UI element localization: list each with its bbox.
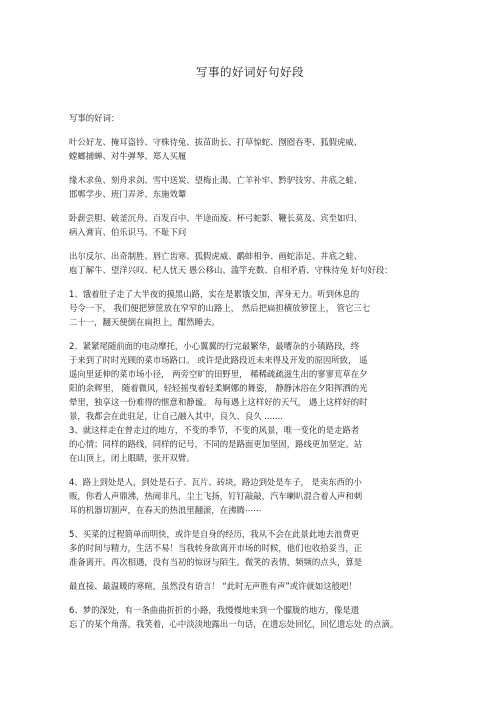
text-line: 病入膏肓、伯乐识马、不耻下问	[69, 227, 187, 237]
text-line: 遥向里延伸的菜市场小径， 两旁空旷的田野里， 稀稀疏疏滋生出的寥寥荒草在夕	[69, 369, 368, 379]
text-line: 准备离开。再次相遇，没有当初的惊讶与陌生。微笑的表情，频频的点头，算是	[69, 557, 363, 567]
text-line: 1、饿着肚子走了大半夜的摸黑山路，实在是累饿交加，浑身无力。听到休息的	[69, 289, 360, 299]
text-line: 的心情；同样的路线，同样的记号，不同的是路面更加坚固，路线更加坚定。站	[69, 439, 363, 449]
text-line: 卧薪尝胆、破釜沉舟、百发百中、半途而废、杯弓蛇影、鞭长莫及、宾至如归、	[69, 213, 363, 223]
text-line: 贩，你看人声鼎沸，热闹非凡，尘土飞扬，钉钉敲敲，汽车喇叭混合着人声和刺	[69, 491, 363, 501]
text-line: 3、就这样走在曾走过的地方，不变的季节，不变的风景，唯一变化的是走路者	[69, 425, 360, 435]
text-line: 号令一下， 我们便把箩筐放在窄窄的山路上， 然后把扁担横放箩筐上， 管它三七	[69, 303, 371, 313]
section-heading: 写事的好词：	[69, 113, 120, 123]
text-line: 6、梦的深处，有一条曲曲折折的小路，我慢慢地来到一个朦胧的地方，像是遗	[69, 605, 360, 615]
text-line: 4、路上到处是人，到处是石子、瓦片、砖块，路边到处是车子， 是卖东西的小	[69, 477, 362, 487]
text-line: 叶公好龙、掩耳盗铃、守株待兔、拔苗助长、打草惊蛇、囫囵吞枣、狐假虎威、	[69, 137, 363, 147]
text-line: 缘木求鱼、刻舟求剑、雪中送炭、望梅止渴、亡羊补牢、黔驴技穷、井底之蛙、	[69, 175, 363, 185]
text-line: 多的时间与精力，生活不易！当我转身欲离开市场的时候，他们也收拾妥当，正	[69, 543, 363, 553]
text-line: 螳螂捕蝉、对牛弹琴、郑人买履	[69, 151, 187, 161]
text-line: 邯郸学步、班门弄斧、东施效颦	[69, 189, 187, 199]
text-line: 耳的机器切割声，在春天的热浪里翻滚，在沸腾⋯⋯	[69, 505, 262, 515]
text-line: 2、紧紧尾随前面的电动摩托，小心翼翼的行完最繁华，最嘈杂的小镇路段，终	[69, 341, 360, 351]
text-line: 景，我都会在此驻足，让自己融入其中，良久、良久 .......	[69, 411, 283, 421]
text-line: 庖丁解牛、望洋兴叹、杞人忧天 愚公移山、滥竽充数、自相矛盾、守株待兔 好句好段：	[69, 265, 393, 275]
text-line: 晕里，独享这一份难得的惬意和静谧。 每每遇上这样好的天气， 遇上这样好的时	[69, 397, 368, 407]
text-line: 于来到了时时光顾的菜市场路口。 或许是此路段近未来得及开发的原因所致， 遥	[69, 355, 368, 365]
text-line: 二十一，翻天便倒在扁担上，酣然睡去。	[69, 317, 220, 327]
text-line: 5、买菜的过程简单而明快，或许是自身的经历，我从不会在此景此地去浪费更	[69, 529, 360, 539]
document-title: 写事的好词好句好段	[196, 65, 304, 79]
text-line: 在山顶上，闭上眼睛，张开双臂。	[69, 453, 195, 463]
text-line: 最直接、最温暖的寒暄，虽然没有语言！ “此时无声胜有声”或许就如这般吧！	[69, 581, 357, 591]
text-line: 忘了的某个角落，我笑着，心中淡淡地露出一句话，在遗忘处回忆，回忆遗忘处 的点滴。	[69, 619, 399, 629]
text-line: 出尔反尔、出奇制胜、唇亡齿寒、狐假虎威、鹬蚌相争、画蛇添足、井底之蛙、	[69, 251, 363, 261]
text-line: 阳的余辉里， 随着微风，轻轻摇曳着轻柔婀娜的舞姿， 静静沐浴在夕阳挥洒的光	[69, 383, 368, 393]
